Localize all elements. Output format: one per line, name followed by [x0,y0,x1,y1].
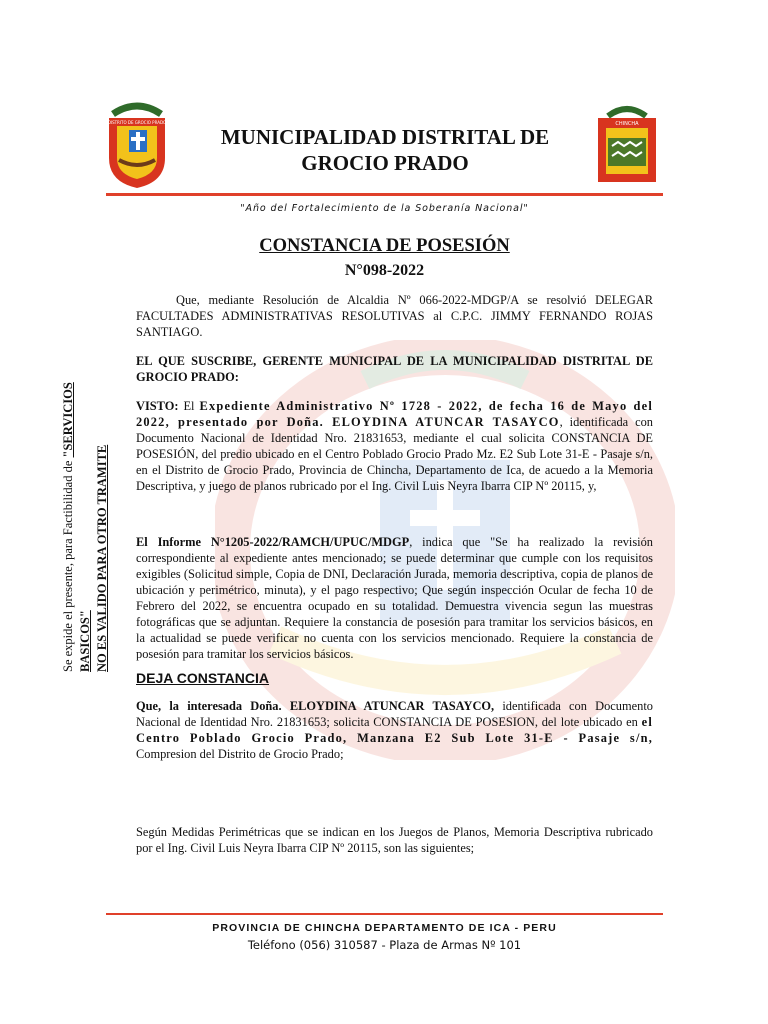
left-logo-lettering: DISTRITO DE GROCIO PRADO [107,120,167,125]
interesada-location: el Centro Poblado Grocio Prado, Manzana E2 Sub Lote 31-E - Pasaje s/n, [136,715,653,745]
visto-expediente: Expediente Administrativo Nº 1728 - 2022, de fecha 16 de Mayo del 2022, presentado por Doña. ELOYDINA ATUNCAR TASAYCO [136,399,653,429]
year-motto: "Año del Fortalecimiento de la Soberanía Nacional" [240,203,529,214]
title-line-1: MUNICIPALIDAD DISTRITAL DE [220,125,550,149]
interesada-district: Compresion del Distrito de Grocio Prado; [136,747,344,761]
paragraph-suscribe: EL QUE SUSCRIBE, GERENTE MUNICIPAL DE LA MUNICIPALIDAD DISTRITAL DE GROCIO PRADO: [136,354,653,384]
province-shield-logo [594,104,660,190]
district-shield-logo [103,100,171,190]
deja-constancia-heading: DEJA CONSTANCIA [136,670,270,686]
footer-divider [106,913,663,915]
footer-contact: Teléfono (056) 310587 - Plaza de Armas Nº 101 [247,938,522,952]
document-number: N°098-2022 [344,262,425,279]
paragraph-resolution: Que, mediante Resolución de Alcaldia Nº 066-2022-MDGP/A se resolvió DELEGAR FACULTADES ADMINISTRATIVAS RESOLUTIVAS al C.P.C. JIMMY FERNANDO ROJAS SANTIAGO. [136,293,653,339]
header-divider [106,193,663,196]
visto-el: El [178,399,200,413]
municipality-title [185,124,585,176]
footer-province: PROVINCIA DE CHINCHA DEPARTAMENTO DE ICA - PERU [212,922,557,934]
informe-label: El Informe N°1205-2022/RAMCH/UPUC/MDGP [136,535,410,549]
interesada-name: Que, la interesada Doña. ELOYDINA ATUNCAR TASAYCO, [136,699,495,713]
paragraph-interesada [136,698,653,762]
paragraph-visto [136,398,653,494]
side-note-vertical [60,372,109,672]
title-line-2: GROCIO PRADO [301,151,469,175]
document-title: CONSTANCIA DE POSESIÓN [259,236,510,256]
paragraph-medidas: Según Medidas Perimétricas que se indican en los Juegos de Planos, Memoria Descriptiva rubricado por el Ing. Civil Luis Neyra Ibarra CIP Nº 20115, son las siguientes; [136,825,653,855]
side-note-warning: NO ES VALIDO PARA OTRO TRAMITE [95,444,109,672]
visto-details: , identificada con Documento Nacional de Identidad Nro. 21831653, mediante el cual solicita CONSTANCIA DE POSESIÓN, del predio ubicado en el Centro Poblado Grocio Prado Mz. E2 Sub Lote 31-E - Pasaje s/n, en el Distrito de Grocio Prado, Provincia de Chincha, Departamento de Ica, de acuedo a la Memoria Descriptiva, y juego de planos rubricado por el Ing. Civil Luis Neyra Ibarra CIP Nº 20115, y, [136,415,653,493]
side-note-prefix: Se expide el presente, para Factibilidad de [61,457,75,672]
side-note-emphasis: "SERVICIOS BASICOS" [61,382,92,672]
visto-label: VISTO: [136,399,179,413]
interesada-id: identificada con Documento Nacional de Identidad Nro. 21831653; solicita CONSTANCIA DE POSESION, del lote ubicado en [136,699,653,729]
right-logo-lettering: CHINCHA [615,121,639,127]
paragraph-informe [136,534,653,662]
informe-details: , indica que "Se ha realizado la revisión correspondiente al expediente antes mencionado; se puede determinar que cumple con los requisitos exigibles (Solicitud simple, Copia de DNI, Declaración Jurada, memoria descriptiva, copia de planos de ubicación y perimétrico, minuta), y el pago respectivo; Que según inspección Ocular de fecha 10 de Febrero del 2022, se encuentra ocupado en su totalidad. Demuestra vivencia segun las muestras fotográficas que se adjuntan. Requiere la constancia de posesión para tramitar los servicios básicos, en la actualidad se puede verificar no cuenta con los servicios mencionado. Requiere la constancia de posesión para tramitar los servicios básicos. [136,535,653,661]
